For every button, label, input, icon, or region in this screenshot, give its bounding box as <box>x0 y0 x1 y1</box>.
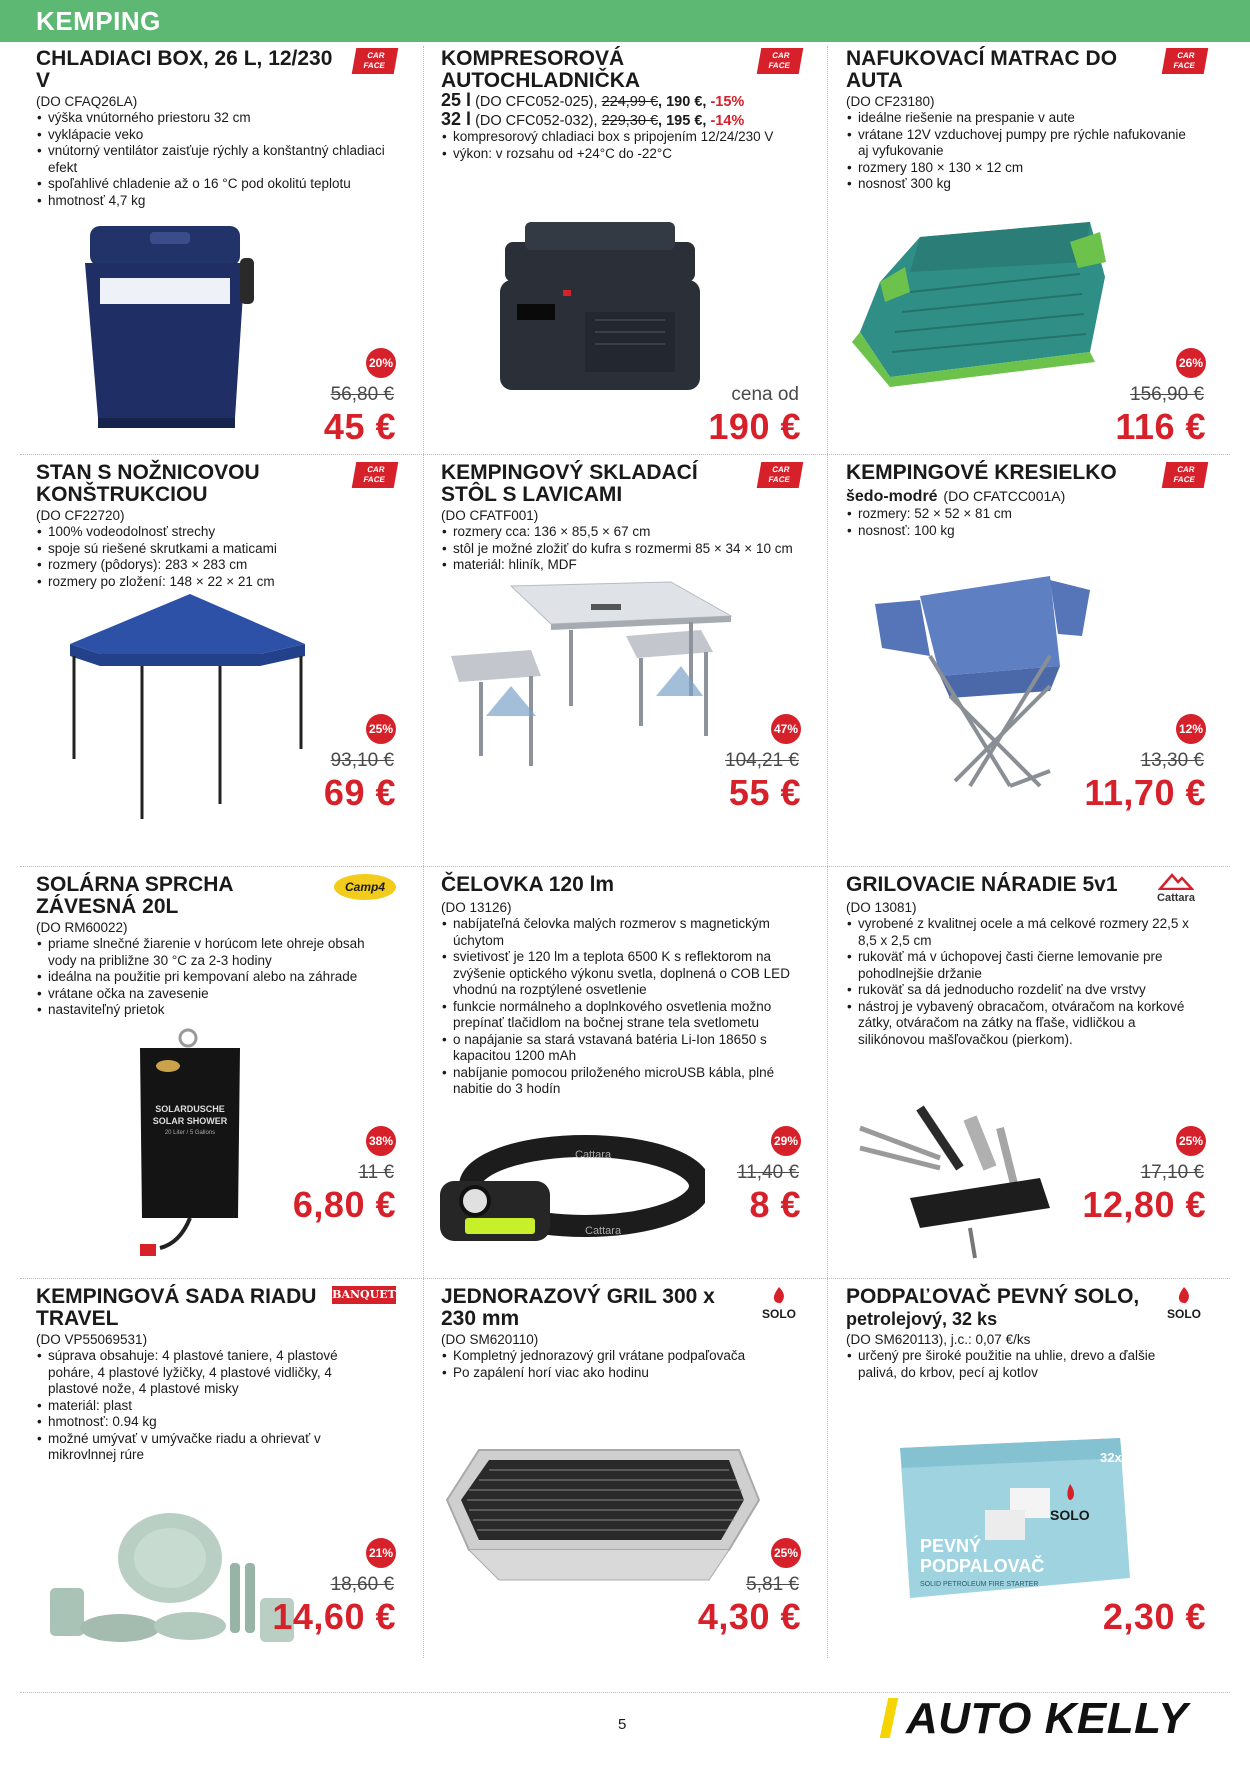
spec-item: • ideálne riešenie na prespanie v aute <box>846 110 1196 127</box>
product-code: (DO VP55069531) <box>36 1332 148 1347</box>
product-code: (DO CF22720) <box>36 508 125 523</box>
grill-tool-image <box>850 1098 1080 1268</box>
variant-price-line: 32 l (DO CFC052-032), 229,30 €, 195 €, -14% <box>441 108 745 129</box>
brand-logo-carface: CAR FACE <box>354 462 396 488</box>
spec-item: • výkon: v rozsahu od +24°C do -22°C <box>441 146 813 163</box>
section-header <box>0 0 1250 42</box>
new-price: 2,30 € <box>1102 1596 1206 1637</box>
brand-logo-carface: CAR FACE <box>1164 462 1206 488</box>
new-price: 190 € <box>708 406 801 447</box>
brand-logo-carface: CAR FACE <box>759 462 801 488</box>
product-card-compressor-fridge[interactable] <box>425 42 815 454</box>
fridge-image <box>485 212 725 412</box>
box-print-subtitle: SOLID PETROLEUM FIRE STARTER <box>920 1581 1039 1588</box>
folding-table-image <box>441 576 761 806</box>
brand-logo-solo: SOLO <box>1162 1286 1206 1321</box>
cooler-box-image <box>60 218 300 448</box>
spec-item: • nastaviteľný prietok <box>36 1002 396 1019</box>
old-price: 93,10 € <box>330 750 394 771</box>
product-card-air-mattress[interactable] <box>830 42 1220 454</box>
product-title: JEDNORAZOVÝ GRIL 300 x 230 mm <box>441 1285 715 1330</box>
spec-item: • určený pre široké použitie na uhlie, drevo a ďalšie palivá, do krbov, pecí aj kotlov <box>846 1348 1191 1381</box>
spec-item: • rukoväť sa dá jednoducho rozdeliť na dve vrstvy <box>846 982 1191 999</box>
product-code: (DO 13081) <box>846 900 917 915</box>
discount-badge: 25% <box>1176 1126 1206 1156</box>
old-price: 13,30 € <box>1140 750 1204 771</box>
product-card-headlamp[interactable] <box>425 868 815 1280</box>
product-title: PODPAĽOVAČ PEVNÝ SOLO, petrolejový, 32 ks <box>846 1285 1140 1329</box>
spec-item: • priame slnečné žiarenie v horúcom lete ohreje obsah vody na približne 30 °C za 2-3 hodiny <box>36 936 396 969</box>
spec-item: • nosnosť: 100 kg <box>846 523 1196 540</box>
product-title: KEMPINGOVÁ SADA RIADU TRAVEL <box>36 1285 317 1330</box>
old-price: 156,90 € <box>1130 384 1204 405</box>
product-title: STAN S NOŽNICOVOU KONŠTRUKCIOU <box>36 461 260 506</box>
product-code: (DO SM620110) <box>441 1332 539 1347</box>
new-price: 45 € <box>323 406 396 447</box>
new-price: 55 € <box>728 772 801 813</box>
discount-badge: 26% <box>1176 348 1206 378</box>
discount-badge: 20% <box>366 348 396 378</box>
brand-logo-cattara: Cattara <box>1146 872 1206 904</box>
product-title: KEMPINGOVÝ SKLADACÍ STÔL S LAVICAMI <box>441 461 698 506</box>
section-title: KEMPING <box>36 6 161 36</box>
brand-logo-carface: CAR FACE <box>759 48 801 74</box>
spec-item: • rozmery 180 × 130 × 12 cm <box>846 160 1196 177</box>
product-card-grill-tool[interactable] <box>830 868 1220 1280</box>
box-print-podpalovac: PODPALOVAČ <box>920 1556 1045 1576</box>
spec-item: • stôl je možné zložiť do kufra s rozmermi 85 × 34 × 10 cm <box>441 541 813 558</box>
logo-yellow-bar <box>880 1698 899 1738</box>
logo-text: AUTO KELLY <box>906 1694 1189 1743</box>
product-title: SOLÁRNA SPRCHA ZÁVESNÁ 20L <box>36 873 233 918</box>
spec-item: • svietivosť je 120 lm a teplota 6500 K s reflektorom na zvýšenie optického výkonu svetla, doplnená o COB LED vhodnú na rozptýlené osvetlenie <box>441 949 813 999</box>
old-price: 104,21 € <box>725 750 799 771</box>
spec-item: • ideálna na použitie pri kempovaní alebo na záhrade <box>36 969 396 986</box>
old-price: 56,80 € <box>330 384 394 405</box>
spec-item: • o napájanie sa stará vstavaná batéria Li-Ion 18650 s kapacitou 1200 mAh <box>441 1032 813 1065</box>
product-card-solar-shower[interactable] <box>20 868 410 1280</box>
disposable-grill-image <box>439 1430 769 1600</box>
product-code: (DO RM60022) <box>36 920 128 935</box>
product-code: (DO CFAQ26LA) <box>36 94 138 109</box>
fire-starter-box-image <box>890 1428 1140 1608</box>
spec-item: • možné umývať v umývačke riadu a ohrievať v mikrovlnnej rúre <box>36 1431 366 1464</box>
box-print-brand: SOLO <box>1050 1507 1090 1523</box>
product-card-tent[interactable] <box>20 456 410 868</box>
product-card-cooler-box[interactable] <box>20 42 410 454</box>
discount-badge: 25% <box>771 1538 801 1568</box>
discount-badge: 29% <box>771 1126 801 1156</box>
spec-item: • kompresorový chladiaci box s pripojením 12/24/230 V <box>441 129 813 146</box>
mountain-icon <box>1158 872 1194 890</box>
product-card-fire-starter[interactable] <box>830 1280 1220 1692</box>
spec-item: • vyklápacie veko <box>36 127 386 144</box>
spec-item: • rozmery (pôdorys): 283 × 283 cm <box>36 557 386 574</box>
old-price: 11,40 € <box>737 1162 799 1183</box>
product-code: (DO CFATF001) <box>441 508 539 523</box>
brand-logo-banquet: BANQUET <box>332 1286 396 1304</box>
shower-print-en: SOLAR SHOWER <box>152 1116 228 1126</box>
product-card-disposable-grill[interactable] <box>425 1280 815 1692</box>
product-card-camping-chair[interactable] <box>830 456 1220 868</box>
new-price: 8 € <box>749 1184 801 1225</box>
spec-item: • vyrobené z kvalitnej ocele a má celkové rozmery 22,5 x 8,5 x 2,5 cm <box>846 916 1191 949</box>
spec-item: • Kompletný jednorazový gril vrátane podpaľovača <box>441 1348 813 1365</box>
new-price: 11,70 € <box>1084 772 1206 813</box>
spec-item: • spoje sú riešené skrutkami a maticami <box>36 541 386 558</box>
auto-kelly-logo[interactable] <box>878 1694 1218 1742</box>
spec-item: • vrátane očka na zavesenie <box>36 986 396 1003</box>
headlamp-image <box>435 1126 705 1276</box>
page-number: 5 <box>618 1716 627 1733</box>
spec-item: • hmotnosť: 0.94 kg <box>36 1414 366 1431</box>
new-price: 12,80 € <box>1082 1184 1206 1225</box>
new-price: 116 € <box>1115 406 1206 447</box>
spec-item: • výška vnútorného priestoru 32 cm <box>36 110 386 127</box>
product-code: (DO SM620113), j.c.: 0,07 €/ks <box>846 1332 1031 1347</box>
brand-logo-carface: CAR FACE <box>354 48 396 74</box>
product-grid <box>20 42 1230 1690</box>
product-card-dish-set[interactable] <box>20 1280 410 1692</box>
spec-item: • materiál: hliník, MDF <box>441 557 813 574</box>
spec-item: • nabíjanie pomocou priloženého microUSB kábla, plné nabitie do 3 hodín <box>441 1065 813 1098</box>
discount-badge: 25% <box>366 714 396 744</box>
new-price: 69 € <box>323 772 396 813</box>
spec-item: • materiál: plast <box>36 1398 366 1415</box>
product-title: GRILOVACIE NÁRADIE 5v1 <box>846 873 1118 896</box>
product-title: CHLADIACI BOX, 26 L, 12/230 V <box>36 47 333 92</box>
spec-item: • rozmery: 52 × 52 × 81 cm <box>846 506 1196 523</box>
product-title: KEMPINGOVÉ KRESIELKO šedo-modré (DO CFATCC001A) <box>846 461 1117 505</box>
flame-icon <box>769 1286 789 1304</box>
spec-item: • rozmery po zložení: 148 × 22 × 21 cm <box>36 574 386 591</box>
spec-item: • funkcie normálneho a doplnkového osvetlenia možno prepínať tlačidlom na bočnej strane tela svetlometu <box>441 999 813 1032</box>
brand-logo-solo: SOLO <box>757 1286 801 1321</box>
box-print-pevny: PEVNÝ <box>920 1536 982 1556</box>
spec-item: • súprava obsahuje: 4 plastové taniere, 4 plastové poháre, 4 plastové lyžičky, 4 plastové vidličky, 4 plastové nože, 4 plastové misky <box>36 1348 366 1398</box>
spec-item: • Po zapálení horí viac ako hodinu <box>441 1365 813 1382</box>
flame-icon <box>1174 1286 1194 1304</box>
spec-item: • spoľahlivé chladenie až o 16 °C pod okolitú teplotu <box>36 176 386 193</box>
brand-logo-carface: CAR FACE <box>1164 48 1206 74</box>
product-title: NAFUKOVACÍ MATRAC DO AUTA <box>846 47 1118 92</box>
old-price: 18,60 € <box>330 1574 394 1595</box>
discount-badge: 12% <box>1176 714 1206 744</box>
shower-print-volume: 20 Liter / 5 Gallons <box>164 1130 216 1136</box>
product-code: (DO 13126) <box>441 900 512 915</box>
camping-chair-image <box>860 556 1100 826</box>
solar-shower-image <box>120 1028 270 1278</box>
spec-item: • nabíjateľná čelovka malých rozmerov s magnetickým úchytom <box>441 916 813 949</box>
new-price: 4,30 € <box>697 1596 801 1637</box>
tent-image <box>60 584 320 834</box>
new-price: 14,60 € <box>272 1596 396 1637</box>
price-from-label: cena od <box>731 384 799 405</box>
spec-item: • rozmery cca: 136 × 85,5 × 67 cm <box>441 524 813 541</box>
spec-item: • nosnosť 300 kg <box>846 176 1196 193</box>
product-code: (DO CF23180) <box>846 94 935 109</box>
discount-badge: 47% <box>771 714 801 744</box>
shower-print-de: SOLARDUSCHE <box>155 1104 225 1114</box>
product-card-folding-table[interactable] <box>425 456 815 868</box>
spec-item: • vrátane 12V vzduchovej pumpy pre rýchle nafukovanie aj vyfukovanie <box>846 127 1196 160</box>
headlamp-print-bottom: Cattara <box>585 1225 622 1237</box>
spec-item: • vnútorný ventilátor zaisťuje rýchly a konštantný chladiaci efekt <box>36 143 386 176</box>
old-price: 11 € <box>358 1162 394 1183</box>
brand-logo-camp4: Camp4 <box>334 874 396 900</box>
spec-item: • nástroj je vybavený obracačom, otváračom na korkové zátky, otváračom na zátky na fľaše, vidličkou a silikónovou mašľovačkou (pierkom). <box>846 999 1191 1049</box>
air-mattress-image <box>850 202 1120 402</box>
headlamp-print-top: Cattara <box>575 1149 612 1161</box>
old-price: 5,81 € <box>746 1574 799 1595</box>
discount-badge: 38% <box>366 1126 396 1156</box>
spec-item: • hmotnosť 4,7 kg <box>36 193 386 210</box>
box-print-count: 32x <box>1100 1450 1122 1465</box>
product-title: KOMPRESOROVÁ AUTOCHLADNIČKA <box>441 47 641 92</box>
spec-item: • 100% vodeodolnosť strechy <box>36 524 386 541</box>
spec-item: • rukoväť má v úchopovej časti čierne lemovanie pre pohodlnejšie držanie <box>846 949 1191 982</box>
variant-price-line: 25 l (DO CFC052-025), 224,99 €, 190 €, -15% <box>441 90 745 110</box>
product-title: ČELOVKA 120 lm <box>441 873 615 896</box>
old-price: 17,10 € <box>1140 1162 1204 1183</box>
discount-badge: 21% <box>366 1538 396 1568</box>
new-price: 6,80 € <box>292 1184 396 1225</box>
